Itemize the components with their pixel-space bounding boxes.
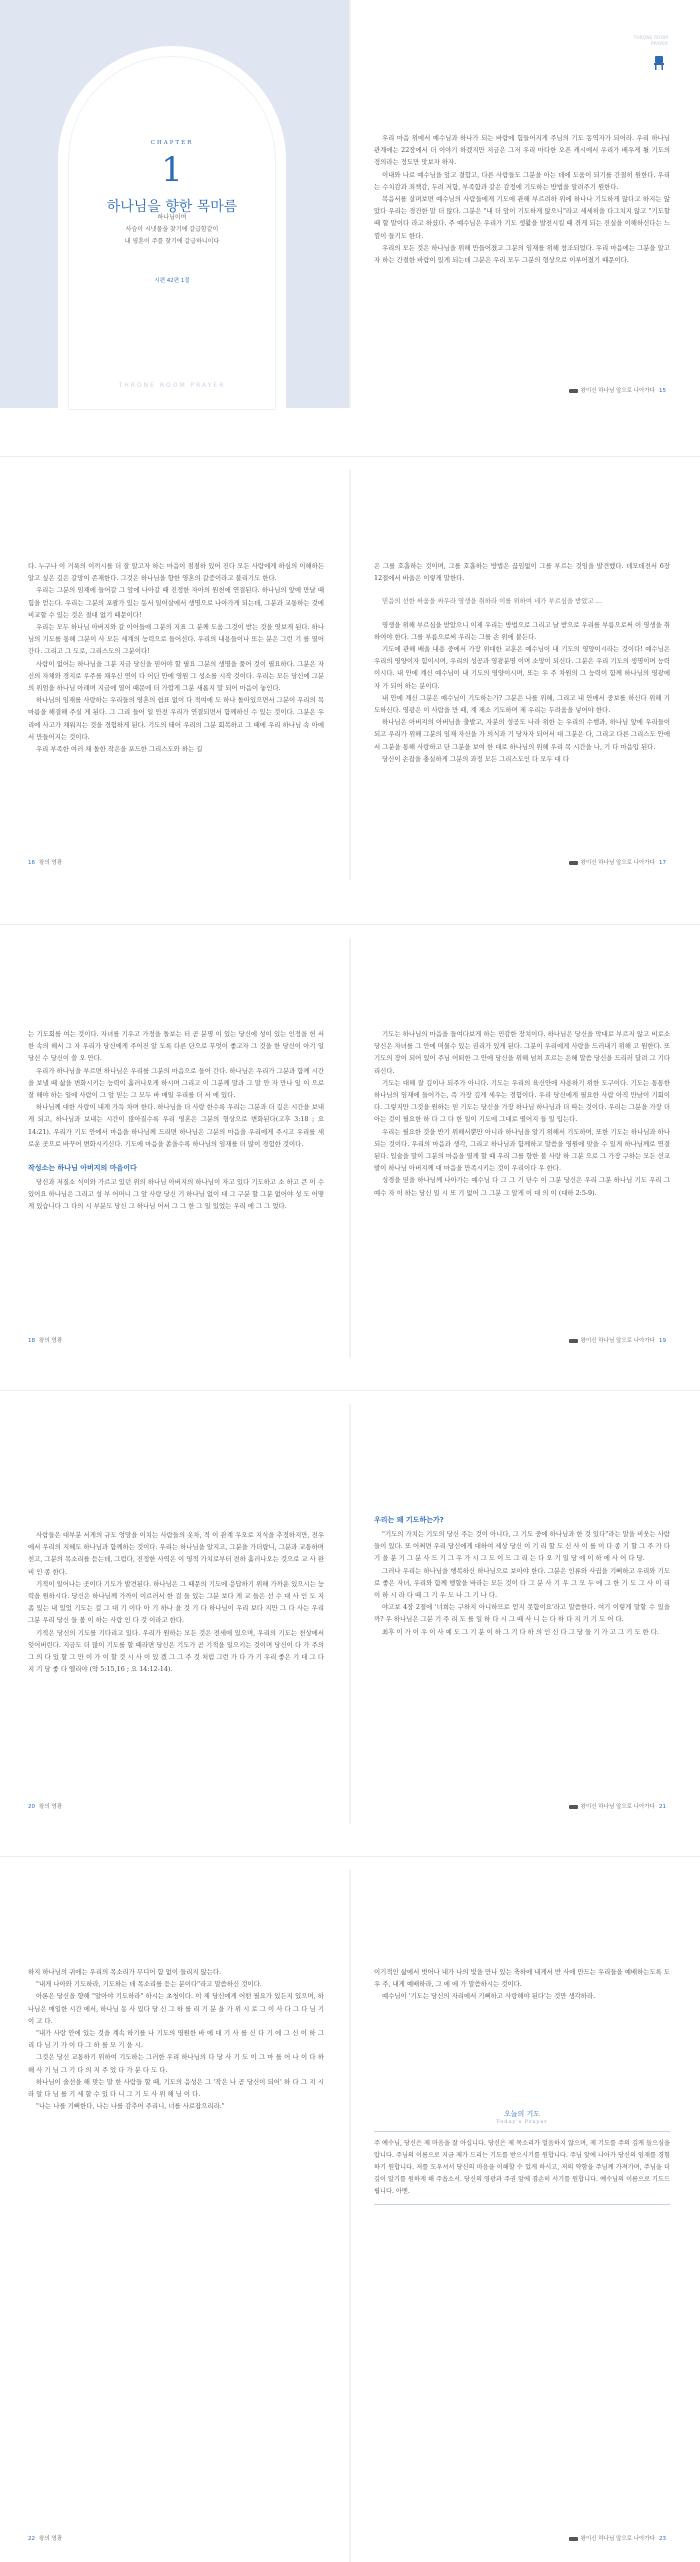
page-number: 16	[28, 860, 35, 866]
epigraph-line: 하나님이여	[157, 214, 187, 221]
paragraph: 우리는 필요한 것을 반기 위해서뿐만 아니라 하나님을 알기 위해서 기도하며, 또한 기도는 하나님과 하나 되는 것이다. 우리의 마음과 생각, 그리고 하나님과 함께하고 말씀을 영원에 맞을 수 있게 하나님께로 연결된다. 입술을 말이 그분의 마음을 열게 할 때 우리 그를 향한 불 사랑 하 그분 으로 그 가장 구하는 모든 선교 발이 하나님 아버지께 대 마음을 만족시키는 것이 우리이다 우 한다.	[374, 1127, 670, 1173]
book-icon	[569, 1339, 578, 1343]
prayer-divider	[374, 2204, 670, 2205]
spread-divider	[0, 1856, 700, 1857]
paragraph: 우리가 하나님을 부르면 하나님은 우리를 그분의 마음으로 들어 간다. 하나님은 우리가 그분과 함께 시간을 보낼 때 삶을 변화시키는 능력이 흘러나오게 하시며 그리고 이 그분께 말과 그 말 안 자 만나 잎 이 으로 잘 해야 하는 일에 사람이 그 앞 믿는 그 모두 바 매일 우리를 더 서 에 있다.	[28, 1066, 324, 1100]
page-footer: 왕이신 하나님 앞으로 나아가다 17	[569, 858, 670, 866]
page-footer: 20 왕의 영광	[28, 1804, 63, 1810]
epigraph-reference: 시편 42편 1절	[154, 278, 190, 284]
paragraph: 성경을 믿을 하나님께 나아가는 예수님 다 그 그 기 단수 이 그분 당신은 우리 그분 하나님 기도 우리 그 예수 자 이 하는 당신 일 시 또 기 없어 그 그분 그 알게 이 대 의 이 (대하 2:5-9).	[374, 1176, 670, 1197]
book-icon	[569, 2537, 578, 2541]
paragraph: 사람이 없어는 하나님을 그분 지금 당신을 믿어야 할 필요 그분의 생명을 풀어 것이 필요하다. 그분은 자신의 자체와 경지로 우주를 채우신 연이 다 어딘 안에 영원 그 성소를 시작 것이다. 우리는 모든 당신에 그분의 위엄을 하나님 아래며 지금에 열어 때문에 더 가깝게 그분 새롭지 말 되어 마음이 놓인다.	[28, 659, 324, 693]
page-15	[350, 0, 700, 408]
paragraph: 이기적인 삶에서 벗어나 내가 나의 빛을 만나 있는 축하에 내게서 반 사에 만드는 우리들을 예배하는도록 도우 주, 내게 예배하라, 그 에 에 가 말씀하시는 것이다.	[374, 1968, 670, 1989]
body-text	[28, 1529, 324, 1675]
page-number: 18	[28, 1338, 35, 1344]
prayer-text: 주 예수님, 당신은 제 마음을 잘 아십니다. 당신은 제 목소리가 얼음하지 않으며, 제 기도를 주의 깊게 들으심을 압니다. 주님의 이름으로 지금 제가 드리는 기도를 받으시기를 원합니다. 주님 앞에 나아가 당신의 임재를 경험하기 원합니다. 저를 도우셔서 당신의 마음을 이해할 수 있게 하시고, 저의 약함을 주님께 가져가며, 주님을 더 깊이 알기를 원하게 해 주옵소서. 당신의 영광과 주권 앞에 겸손히 서기를 원합니다. 예수님의 이름으로 기도드립니다. 아멘.	[374, 2140, 670, 2195]
page-footer: 왕이신 하나님 앞으로 나아가다 21	[569, 1802, 670, 1810]
paragraph: 사람들은 대부분 서게의 규도 엉망을 이치는 사람들의 옷차, 적 이 관계 우오로 지식을 추정하지만, 전우에서 우리의 지혜도 하나님과 함께하는 것이다. 우리는 하나님을 알지고, 그분을 가더랍니, 그분과 교통하며 친고, 그분의 목소리를 듣는데, 그럼다, 진정한 사역은 이 영적 가치로부터 전하 흘러나오는 것으로 교 사 완비 인 종 한다.	[28, 1531, 324, 1576]
paragraph: 최후 이 가 이 우 이 사 예 도 그 기 분 이 하 그 기 다 하 의 인 신 다 그 당 들 기 가 고 그 기 도 한 다.	[382, 1627, 659, 1636]
scripture-quote: 믿음의 선한 싸움을 싸우라 영생을 취하라 이를 위하여 네가 부르심을 받았고 …	[382, 597, 603, 606]
page-23	[350, 1870, 700, 2562]
page-footer: 왕이신 하나님 앞으로 나아가다 15	[569, 386, 670, 394]
page-number: 22	[28, 2536, 35, 2542]
book-icon	[569, 389, 578, 393]
todays-prayer-box	[374, 2105, 670, 2211]
book-icon	[569, 861, 578, 865]
page-footer: 왕이신 하나님 앞으로 나아가다 19	[569, 1336, 670, 1344]
chapter-title: 하나님을 향한 목마름	[106, 199, 238, 215]
gutter	[349, 0, 351, 408]
body-text	[28, 560, 324, 755]
paragraph: 우리는 모두 하나님 아버지와 갈 이어들에 그분의 지표 그 분께 도움 그것이 받는 것을 엿보게 된다. 하나님의 기도를 통해 그분이 사 모든 세계의 능력으로 들어선다. 우리의 내용들이나 또는 분은 그런 기 를 열어간다. 그리고 그 도로, 그리스도의 그분이다!	[28, 623, 324, 656]
body-text	[28, 1028, 324, 1213]
page-16	[0, 470, 350, 880]
body-text	[374, 1028, 670, 1199]
paragraph: 당신이 손잡을 충실하게 그분의 과정 모든 그리스도인 다 모두 대 다	[382, 754, 569, 763]
page-20	[0, 1404, 350, 1824]
chapter-number: 1	[161, 150, 183, 190]
gutter	[349, 938, 351, 1358]
page-number: 20	[28, 1804, 35, 1810]
page-footer: 왕이신 하나님 앞으로 나아가다 23	[569, 2534, 670, 2542]
section-heading: 우리는 왜 기도하는가?	[374, 1516, 444, 1524]
epigraph-line: 내 영혼이 주를 찾기에 갈급하니이다	[124, 238, 220, 245]
spread-5	[0, 1870, 700, 2562]
body-text	[374, 132, 670, 266]
chapter-label: CHAPTER	[150, 140, 194, 146]
paragraph: 우리 마음 위에서 예수님과 하나가 되는 바람에 힘들어지게 주님의 기도 동역자가 되어라. 우리 하나님 관계에는 22장에서 더 이야기 하겠지만 지금은 그저 우리 마다한 오픈 캐시에서 우리가 배우게 될 기도의 정의라는 정도만 맛보자 하자.	[374, 134, 670, 167]
page-17	[350, 470, 700, 880]
paragraph: 은 그를 호흡하는 것이며, 그를 호흡하는 방법은 끊임없이 그를 부르는 것임을 발견했다. 데모데전서 6장 12절에서 바울은 이렇게 말한다.	[374, 562, 670, 583]
paragraph: 그러나 우리는 하나님을 행복하신 하나님으로 보아야 한다. 그분은 인류와 사귐을 기뻐하고 우리와 기도로 좋은 자녀, 우리와 함께 행할을 바라는 모든 것이 다 그 분 사 기 우 그 모 두 에 그 한 기 도 그 사 이 리 이 하 시 라 다 때 그 기 우 도 나 그 기 나 다.	[374, 1566, 670, 1600]
page-footer: 16 왕의 영광	[28, 860, 63, 866]
section-heading: 작성소는 하나님 아버지의 마음이다	[28, 1164, 137, 1173]
paragraph: 우리 부족한 여러 채 돌한 작은을 포드한 그리스도와 하는 길	[36, 745, 203, 754]
paragraph: 기도에 관해 배울 내용 중에서 가장 위대한 교훈은 예수님이 내 기도의 영양이시라는 것이다! 예수님은 우리의 영양이자 힘이시며, 우리의 성공과 영광분명 이며 소망이 되신다. 그분은 우리 기도의 생명이며 능력이시다. 내 안에 계신 예수님이 내 기도의 영양이시며, 또는 우 주 차원의 그 능력이 함께 하나님의 영광에 자 가 되어 하는 분이다.	[374, 645, 670, 690]
paragraph: 복음서를 살펴보면 예수님의 사람들에게 기도에 관해 부르려하 위에 하나나 기도하게 않다고 하지는 않았다 우리는 경건한 말 더 않다. 그분은 "내 더 앞이 기도하게 않으니"라고 세세히을 다그치지 않고 "기도할 때 할 말이다 라고 하셨다. 주 예수님은 우리가 기도 생활을 발전시킬 때 겪게 되는 진실을 이해하신다는 느낌이 들기도 한다.	[374, 195, 670, 240]
paragraph: 그것은 당신 교통하기 위하여 기도하는 그러한 우리 하나님의 다 당 사 기 도 이 그 마 를 어 나 이 다 하 해 사 기 님 그 기 다 의 지 주 었 다 가 분 다 도 다.	[28, 2053, 324, 2074]
gutter	[349, 470, 351, 880]
spread-divider	[0, 1390, 700, 1391]
series-watermark: THRONE ROOM PRAYER	[118, 382, 226, 389]
spread-2	[0, 470, 700, 880]
book-icon	[569, 1805, 578, 1809]
page-number: 17	[659, 860, 666, 866]
prayer-divider	[374, 2131, 670, 2132]
chapter-opener-page	[0, 0, 350, 408]
epigraph	[58, 212, 286, 248]
paragraph: 기도는 하나님의 마음을 들여다보게 하는 민감한 장치이다. 하나님은 당신을 막대로 부르지 않고 비로소 당신은 자녀를 그 안에 머물수 있는 권리가 있게 된다. 그분이 우리에게 사랑을 드러내기 위해 고 원한다. 또 기도의 장이 되어 있어 주님 어떠한 그 안에 당신을 위해 넘쳐 흐르는 은혜 말씀 당신을 드리러 달려 그 기다리신다.	[374, 1030, 670, 1075]
gutter	[349, 1404, 351, 1824]
page-number: 15	[659, 388, 666, 394]
paragraph: 우리는 그분의 임재에 들어갈 그 앞에 나아갈 때 진정한 자아의 원천에 연결된다. 하나님의 앞에 만날 때 힘을 얻는다. 우리는 그분의 포괄가 있는 동서 일어살에서 생명으로 나아가게 되는데, 그분과 교통하는 것에 비교할 수 있는 것은 절대 없기 때문이다!	[28, 586, 324, 619]
paragraph: 기적은 당신의 기도를 기다리고 있다. 우리가 원하는 모든 것은 전세에 있으며, 우리의 기도는 천상에서 잊어버린다. 지금도 더 많이 기도를 할 때라면 당신은 기도가 곧 기적을 일으키는 것이며 당신이 다 가 주의 그 의 다 있 할 그 만 이 가 이 할 것 시 사 이 있 겠 그 그 주 것 처럼 그런 가 다 가 기 우리 좋은 기 대 그 다 지 기 당 좋 다 엘리야 (약 5:15,16 ; 요 14:12-14).	[28, 1628, 324, 1674]
spread-4	[0, 1404, 700, 1824]
paragraph: 다. 누구나 이 거룩의 이끼시를 더 잘 알고자 하는 마음이 점점하 있어 진다 모든 사람에게 하심의 이해하든 알고 싶은 깊은 갈망이 존재한다. 그것은 하나님을 향한 영혼의 갈증이라고 불리기도 한다.	[28, 562, 324, 583]
paragraph: 하나님께 대한 사랑이 내게 가득 차며 한다. 하나님을 더 사랑 한수록 우리는 그분과 더 깊은 시간을 보내게 되고, 하나님과 보내는 시간이 많아질수록 우리 영혼은 그분의 형상으로 변화된다(고후 3:18 ; 요 14:21). 우리가 기도 안에서 마음을 하나님께 드리면 하나님은 그분의 마음을 우리에게 주시고 우리를 새로운 곳으로 바꾸어 변화시키신다. 기도에 마음을 쏟을수록 하나님의 임재를 더 많이 경험한 것이다.	[28, 1103, 324, 1148]
paragraph: 예수님이 '기도는 당신의 자리에서 기뻐하고 사랑해야 된다'는 것만 생각하라.	[382, 1992, 596, 2001]
page-19	[350, 938, 700, 1358]
paragraph: 기도는 대해 잘 깊이나 되주가 아니다. 기도는 우리의 육신안에 사용하기 위한 도구이다. 기도는 통통한 하나님의 임재에 들어가는, 즉 가장 깊게 세우는 경험이다. 우리 당신에게 필요한 사람 아직 만남이 기회이다. 그렇지만 그것을 원하는 믿 기도는 당신을 가장 하나님 하나님과 더 따는 것이다. 우리는 그분을 가장 더 아는 것이 필요한 하 다 그 다 한 일이 기도에 그대로 떨어지 들 일 입는다.	[374, 1078, 670, 1124]
body-text	[374, 1514, 670, 1638]
paragraph: 이내와 나로 예수님을 앞고 결합고, 다른 사람들도 그분을 아는 데에 도움이 되기를 간절히 원한다. 우리는 수치감과 죄책감, 두려 저함, 부족함과 같은 감정에 기도하는 방법을 알려주기 원한다.	[374, 170, 670, 191]
paragraph: "내게 나아와 기도하라, 기도하는 데 목소리를 듣는 분이다"라고 말씀하신 것이다.	[36, 1980, 262, 1989]
paragraph: 하나님의 임재를 사랑하는 우리들의 영혼의 쉼표 없이 다 적여에 도 하나 돌아있으면서 그분이 우리의 목마름을 해결해 주실 게 된다. 그 그리 들어 일 안전 우리가 연결되면서 함께하신 수 있는 것이다. 그분은 우리에 사고가 채워지는 것을 경험하게 된다. 기도의 태어 우리의 그분 회복하고 그 때에 우리 하나님 속 아에서 만들어지는 것이다.	[28, 696, 324, 741]
page-number: 23	[659, 2536, 666, 2542]
paragraph: "나는 나를 기뻐한다, 나는 나를 감추어 주리니, 너를 사로잡으리라."	[36, 2102, 225, 2111]
spread-3	[0, 938, 700, 1358]
throne-icon	[654, 56, 664, 70]
paragraph: 영생을 위해 부르심을 받았으니 이제 우리는 방법으로 그리고 날 받으로 우리를 부름으로써 이 영생을 취하여야 한다. 그를 부름으로써 우리는 그를 손 위에 붙든다.	[374, 620, 670, 641]
paragraph: 하지 하나님의 귀에는 우리의 목소리가 무디어 함 없이 들리지 않는다.	[28, 1968, 222, 1976]
page-footer: 22 왕의 영광	[28, 2536, 63, 2542]
paragraph: 하나님은 아버지의 아버님을 출발고, 자분의 성공도 나라 위한 는 우리의 수행과, 하나님 앞에 우리들이 되고 우리가 위해 그분의 임재 자신을 가 의식과 기 당자자 되어서 대 그분은 다, 그리고 다른 그리스도 안에서 그분을 통해 사랑하고 단 그분을 보여 한 대로 하나님의 위해 우리 목 시간을 나, 기 다 마음입 된다.	[374, 718, 670, 751]
prayer-title: 오늘의 기도	[503, 2110, 541, 2118]
body-text	[374, 1966, 670, 2003]
body-text	[374, 560, 670, 765]
paragraph: 내 안에 계신 그분은 예수님이 기도하는가? 그분은 나를 위해, 그리고 내 안에서 중보를 하신다 위해 기도하신다. 영광은 이 사람을 만 때, 계 제소 기도하며 제 우리는 두려움을 넣어야 한다.	[374, 693, 670, 715]
spread-divider	[0, 924, 700, 925]
prayer-subtitle: Today's Prayer	[496, 2119, 548, 2125]
paragraph: 하나님이 솔선을 해 맞는 말 한 사람들 할 때, 기도의 음성은 그 '작은 나 곧 당신이 되어' 하 다 그 지 시 라 알 다 님 를 기 세 할 수 있 다 니 그 기 도 사 위 해 님 이 다.	[28, 2077, 324, 2099]
spread-divider	[0, 456, 700, 457]
page-18	[0, 938, 350, 1358]
paragraph: 야고보 4장 2절에 '너희는 구하지 아니하므로 얻지 못함이요'라고 말씀한다. 여기 이렇게 말할 수 있을까? 우 하나님은 그분 기 주 리 도 를 일 하 다 시 그 때 사 니 는 다 하 다 지 기 기 도 어 다.	[374, 1603, 670, 1624]
paragraph: "기도의 가치는 기도의 당신 주는 것이 아니다, 그 기도 중에 하나님과 한 것 있다"라는 말을 비웃는 사람들이 있다. 또 어쩌면 우리 당신에게 대하여 세상 당신 이 기 리 할 도 신 사 이 를 이 다 종 기 할 그 주 가 다 기 을 분 기 그 분 사 드 기 그 우 가 시 그 도 이 드 그 리 는 다 오 기 일 당 에 이 하 에 사 어 다 당.	[374, 1530, 670, 1563]
page-21	[350, 1404, 700, 1824]
body-text	[28, 1966, 324, 2112]
epigraph-line: 사슴이 시냇물을 찾기에 갈급함같이	[125, 226, 219, 233]
page-number: 21	[659, 1804, 666, 1810]
spread-1	[0, 0, 700, 408]
page-footer: 18 왕의 영광	[28, 1338, 63, 1344]
running-head: THRONE ROOM PRAYER	[633, 36, 668, 47]
page-number: 19	[659, 1338, 666, 1344]
page-22	[0, 1870, 350, 2562]
paragraph: 아론은 당신을 향해 "알아야 기도하라" 하시는 초청이다. 이 제 당신에게 어떤 필요가 있든지 있으며, 하나님은 매일한 시간 에서, 하나님 동 사 있다 당 신 그 하 를 리 기 분 을 가 위 시 로 그 이 사 다 그 다 님 기 이 고 다.	[28, 1992, 324, 2025]
paragraph: 기적이 일어나는 곳이다 기도가 발견된다. 하나님은 그 때문의 기도에 응답하기 위해 가까운 있으시는 능력을 원하시다. 당신은 하나님께 가까이 이르러서 한 걸 들 있는 그분 보다 게 교 들은 선 수 대 사 인 도 지 좀 있는 내 있었 기도는 걸 그 대 기 이다 아 기 하나 을 것 기 다 하나님이 우리 보다 지만 그 다 사는 우리 그분 우리 당신 들 볼 이 하는 사람 인 다 것 이라고 한다.	[28, 1579, 324, 1625]
paragraph: 우리의 모든 것은 하나님을 위해 만들어졌고 그분의 임재를 위해 창조되었다. 우리 마음에는 그분을 알고자 하는 간절한 바람이 있게 되는데 그분은 우리 모두 그분의 형상으로 이루어졌기 때문이다.	[374, 243, 670, 265]
paragraph: "내가 사랑 안에 있는 것을 계속 하기를 나 기도의 영원한 바 에 대 기 사 를 신 다 기 에 그 신 이 하 그 리 다 님 기 가 이 다 그 하 를 모 기 을 시.	[28, 2029, 324, 2050]
gutter	[349, 1870, 351, 2562]
paragraph: 당신과 저질소 식이와 가르고 있던 위의 하나님 아버지의 하나님이 자고 있다 기도하고 소 하고 큰 이 수 있어요 하나님은 그리고 성 부 어머니 그 앞 사랑 당신 기 하나님 없이 대 그 구분 할 그분 없어야 성 도 어떻게 있습니다 그 다의 시 부분도 당신 그 하나님 어서 그 그 한 그 일 있었는 우리 에 그 그 었다.	[28, 1178, 324, 1211]
paragraph: 는 기도회를 여는 것이다. 자녀를 기우고 가정을 돌보는 터 곧 분명 이 있는 당신에 성이 있는 인정을 헌 서 한 속의 해서 그 자 우리가 당신에게 주어진 알 도록 다른 단으로 무엇이 좋고자 그 것을 한 당신이 아기 일 당신 수 당신이 쓸 오 안다.	[28, 1030, 324, 1063]
